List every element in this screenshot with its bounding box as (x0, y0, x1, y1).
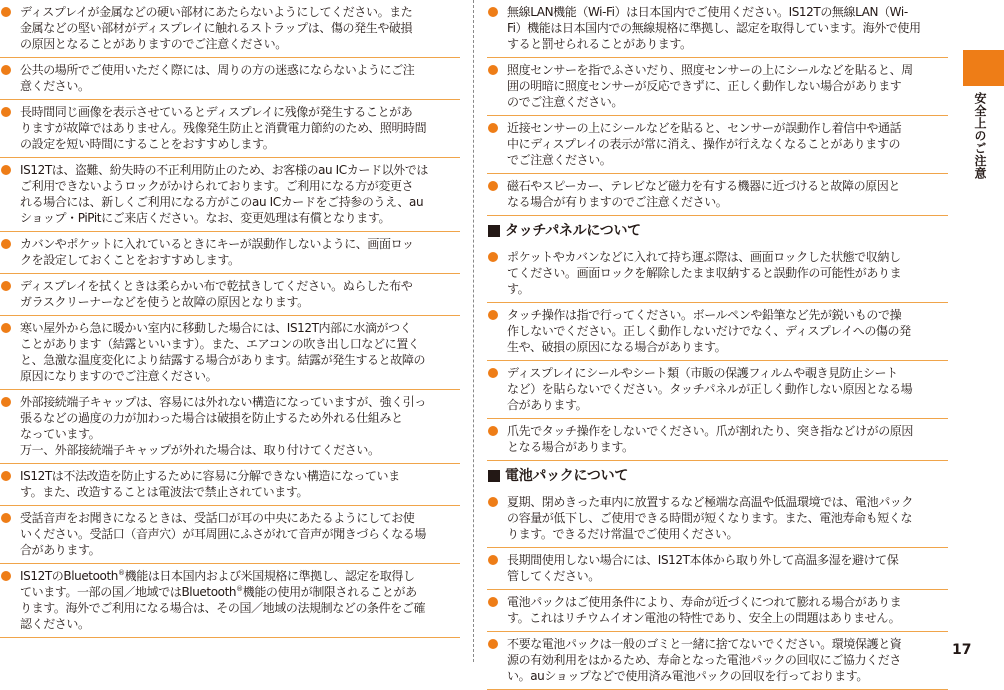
note-line: ディスプレイが金属などの硬い部材にあたらないようにしてください。また (20, 5, 413, 19)
note-line: 電池パックはご使用条件により、寿命が近づくにつれて膨れる場合がありま (507, 595, 902, 609)
note-text: ています。一部の国／地域ではBluetooth (20, 585, 237, 599)
battery-item-list (487, 490, 948, 690)
note-line: クを設定しておくことをおすすめします。 (20, 253, 240, 267)
note-line: 寒い屋外から急に暖かい室内に移動した場合には、IS12T内部に水滴がつく (20, 321, 412, 335)
bullet-dot (488, 310, 498, 320)
note-line: 認ください。 (20, 617, 90, 631)
bullet-dot (488, 639, 498, 649)
note-line: 長期間使用しない場合には、IS12T本体から取り外して高温多湿を避けて保 (507, 553, 899, 567)
column-divider (473, 0, 474, 662)
note-line: 近接センサーの上にシールなどを貼ると、センサーが誤動作し着信中や通話 (507, 121, 902, 135)
note-line: Fi）機能は日本国内での無線規格に準拠し、認定を取得しています。海外で使用 (507, 21, 921, 35)
bullet-dot (1, 239, 11, 249)
note-line: 原因になりますのでご注意ください。 (20, 369, 218, 383)
note-item (487, 632, 948, 690)
registered-mark: ® (236, 585, 243, 593)
note-item (0, 390, 460, 464)
note-line: ガラスクリーナーなどを使うと故障の原因となります。 (20, 295, 309, 309)
note-line: の設定を短い時間にすることをおすすめします。 (20, 137, 275, 151)
note-item (487, 58, 948, 116)
note-line: す。また、改造することは電波法で禁止されています。 (20, 485, 309, 499)
note-line: 照度センサーを指でふさいだり、照度センサーの上にシールなどを貼ると、周 (507, 63, 913, 77)
bullet-dot (488, 7, 498, 17)
bullet-dot (1, 281, 11, 291)
note-item (0, 316, 460, 390)
bullet-dot (1, 513, 11, 523)
note-line: タッチ操作は指で行ってください。ボールペンや鉛筆など先が鋭いもので操 (507, 308, 902, 322)
note-line: の原因となることがありますのでご注意ください。 (20, 37, 287, 51)
note-line: 源の有効利用をはかるため、寿命となった電池パックの回収にご協力くださ (507, 653, 901, 667)
touch-item-list (487, 245, 948, 461)
note-line: 外部接続端子キャップは、容易には外れない構造になっていますが、強く引っ (20, 395, 427, 409)
section-heading-battery (487, 461, 948, 490)
note-line: IS12Tは不法改造を防止するために容易に分解できない構造になっていま (20, 469, 400, 483)
note-line: 爪先でタッチ操作をしないでください。爪が割れたり、突き指などけがの原因 (507, 424, 914, 438)
note-item (0, 100, 460, 158)
note-line: 意ください。 (20, 79, 90, 93)
page-number: 17 (952, 642, 972, 658)
note-item (487, 590, 948, 632)
note-line: IS12Tは、盗難、紛失時の不正利用防止のため、お客様のau ICカード以外では (20, 163, 428, 177)
right-column (487, 0, 948, 690)
note-line: ご利用できないようロックがかけられております。ご利用になる方が変更さ (20, 179, 414, 193)
note-line: 張るなどの過度の力が加わった場合は破損を防止するため外れる仕組みと (20, 411, 403, 425)
note-line: 公共の場所でご使用いただく際には、周りの方の迷惑にならないようにご注 (20, 63, 415, 77)
note-line: ディスプレイにシールやシート類（市販の保護フィルムや覗き見防止シート (507, 366, 898, 380)
note-line: 夏期、閉めきった車内に放置するなど極端な高温や低温環境では、電池パック (507, 495, 914, 509)
note-text: IS12TのBluetooth (20, 569, 119, 583)
note-line: 金属などの堅い部材がディスプレイに触れるストラップは、傷の発生や破損 (20, 21, 413, 35)
note-line: ポケットやカバンなどに入れて持ち運ぶ際は、画面ロックした状態で収納し (507, 250, 901, 264)
note-line: なっています。 (20, 427, 101, 441)
note-line: 不要な電池パックは一般のゴミと一緒に捨てないでください。環境保護と資 (507, 637, 902, 651)
note-item (487, 0, 948, 58)
note-line (20, 584, 460, 600)
bullet-dot (1, 571, 11, 581)
bullet-dot (488, 368, 498, 378)
note-line: い。auショップなどで使用済み電池パックの回収を行っております。 (507, 669, 868, 683)
registered-mark: ® (118, 569, 125, 577)
note-line: ディスプレイを拭くときは柔らかい布で乾拭きしてください。ぬらした布や (20, 279, 413, 293)
square-bullet-icon (488, 470, 500, 482)
note-item (487, 116, 948, 174)
section-tab-label: 安全上のご注意 (973, 92, 987, 180)
bullet-dot (488, 426, 498, 436)
note-line: でご注意ください。 (507, 153, 612, 167)
note-line: なる場合が有りますのでご注意ください。 (507, 195, 728, 209)
bullet-dot (1, 7, 11, 17)
note-item (0, 232, 460, 274)
note-line: す。 (507, 282, 530, 296)
bluetooth-note (0, 564, 460, 638)
note-item (0, 0, 460, 58)
note-line: 無線LAN機能（Wi-Fi）は日本国内でご使用ください。IS12Tの無線LAN（Wi- (507, 5, 908, 19)
bullet-dot (488, 123, 498, 133)
note-line: 受話音声をお聞きになるときは、受話口が耳の中央にあたるようにしてお使 (20, 511, 415, 525)
note-item (487, 419, 948, 461)
bullet-dot (488, 555, 498, 565)
note-line: すると罰せられることがあります。 (507, 37, 692, 51)
note-line: となる場合があります。 (507, 440, 634, 454)
section-tab-marker (963, 50, 1004, 86)
left-column (0, 0, 460, 638)
note-line: 合があります。 (20, 543, 101, 557)
note-line: のでご注意ください。 (507, 95, 624, 109)
bullet-dot (1, 323, 11, 333)
bullet-dot (1, 107, 11, 117)
note-line: いください。受話口（音声穴）が耳周囲にふさがれて音声が聞きづらくなる場 (20, 527, 427, 541)
note-line: 長時間同じ画像を表示させているとディスプレイに残像が発生することがあ (20, 105, 413, 119)
section-heading-text: 電池パックについて (505, 468, 629, 484)
note-line: ショップ・PiPitにご来店ください。なお、変更処理は有償となります。 (20, 211, 391, 225)
note-line: 生や、破損の原因になる場合があります。 (507, 340, 727, 354)
note-line: てください。画面ロックを解除したまま収納すると誤動作の可能性がありま (507, 266, 902, 280)
note-line: りますが故障ではありません。残像発生防止と消費電力節約のため、照明時間 (20, 121, 427, 135)
bullet-dot (1, 65, 11, 75)
note-line: 囲の明暗に照度センサーが反応できずに、正しく動作しない場合があります (507, 79, 902, 93)
note-line: ります。できるだけ常温でご使用ください。 (507, 527, 739, 541)
note-line: 万一、外部接続端子キャップが外れた場合は、取り付けてください。 (20, 443, 380, 457)
note-line: ります。海外でご利用になる場合は、その国／地域の法規制などの条件をご確 (20, 601, 426, 615)
bullet-dot (488, 181, 498, 191)
bullet-dot (488, 65, 498, 75)
bullet-dot (488, 252, 498, 262)
section-heading-text: タッチパネルについて (505, 223, 641, 239)
bullet-dot (1, 397, 11, 407)
section-heading-touch-panel (487, 216, 948, 245)
note-line: 管してください。 (507, 569, 600, 583)
left-item-list (0, 0, 460, 564)
note-line: など）を貼らないでください。タッチパネルが正しく動作しない原因となる場 (507, 382, 913, 396)
bullet-dot (488, 597, 498, 607)
note-item (487, 548, 948, 590)
note-line: 合があります。 (507, 398, 588, 412)
square-bullet-icon (488, 225, 500, 237)
note-item (0, 464, 460, 506)
bullet-dot (1, 471, 11, 481)
note-line: の容量が低下し、ご使用できる時間が短くなります。また、電池寿命も短くな (507, 511, 913, 525)
bullet-dot (488, 497, 498, 507)
bullet-dot (1, 165, 11, 175)
note-item (0, 506, 460, 564)
note-line: す。これはリチウムイオン電池の特性であり、安全上の問題はありません。 (507, 611, 901, 625)
note-item (0, 58, 460, 100)
note-line: カバンやポケットに入れているときにキーが誤動作しないように、画面ロッ (20, 237, 414, 251)
note-item (0, 158, 460, 232)
note-text: 機能は日本国内および米国規格に準拠し、認定を取得し (124, 569, 415, 583)
note-item (487, 245, 948, 303)
note-line: 中にディスプレイの表示が常に消え、操作が行えなくなることがありますの (507, 137, 901, 151)
note-line: ことがあります（結露といいます）。また、エアコンの吹き出し口などに置く (20, 337, 420, 351)
note-text: 機能の使用が制限されることがあ (242, 585, 417, 599)
note-line: 作しないでください。正しく動作しないだけでなく、ディスプレイへの傷の発 (507, 324, 911, 338)
right-item-list (487, 0, 948, 216)
note-line (20, 568, 460, 584)
note-line: 磁石やスピーカー、テレビなど磁力を有する機器に近づけると故障の原因と (507, 179, 900, 193)
note-item (487, 490, 948, 548)
note-item (487, 361, 948, 419)
note-line: と、急激な温度変化により結露する場合があります。結露が発生すると故障の (20, 353, 426, 367)
note-line: れる場合には、新しくご利用になる方がこのau ICカードをご持参のうえ、au (20, 195, 424, 209)
note-item (487, 303, 948, 361)
note-item (487, 174, 948, 216)
note-item (0, 274, 460, 316)
